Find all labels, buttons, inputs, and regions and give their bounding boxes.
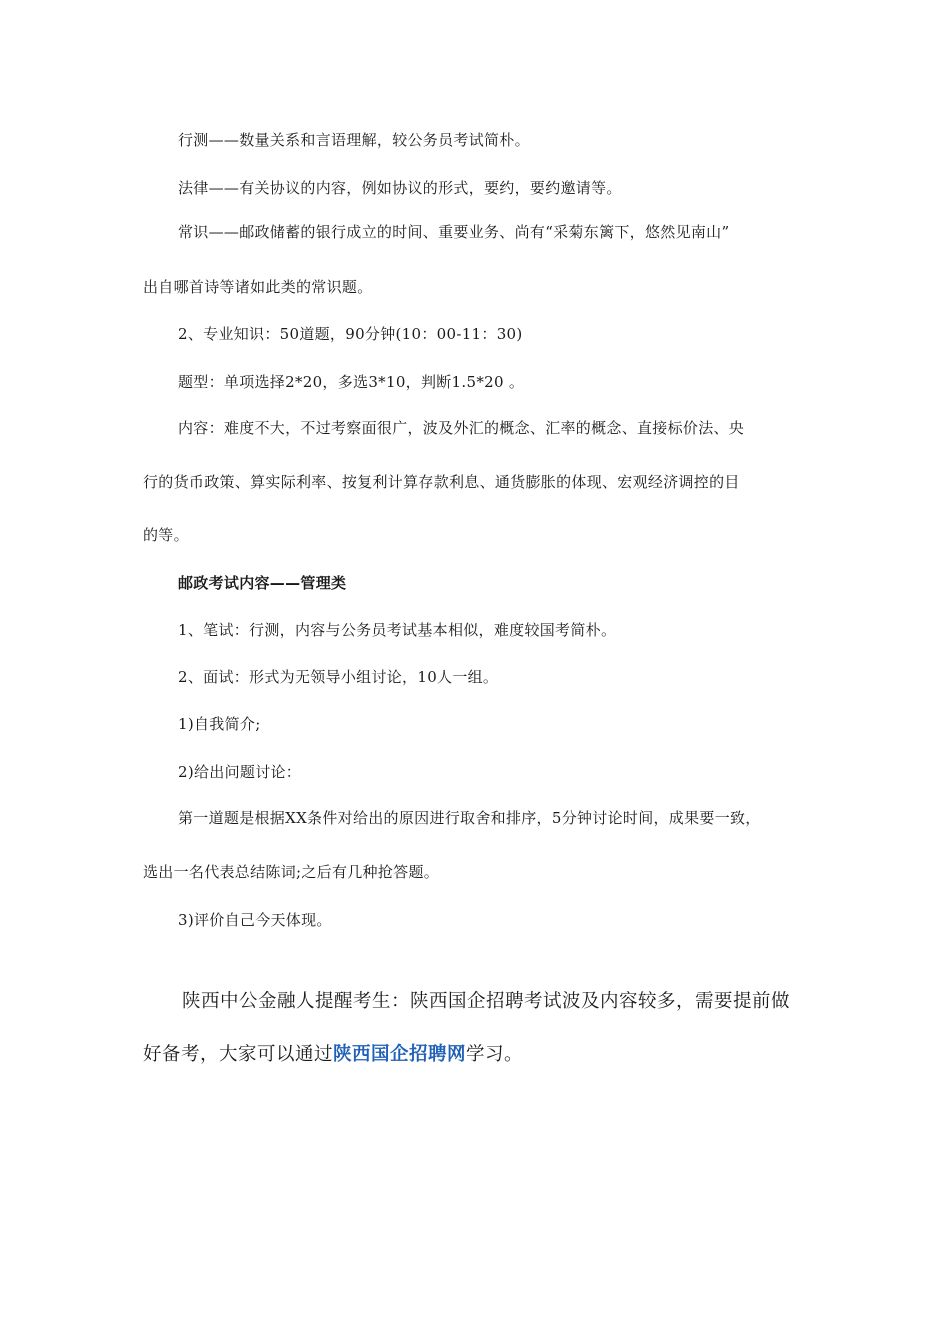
paragraph-line: 选出一名代表总结陈词;之后有几种抢答题。 — [143, 863, 440, 881]
paragraph-line: 行的货币政策、算实际利率、按复利计算存款利息、通货膨胀的体现、宏观经济调控的目 — [143, 473, 740, 491]
reminder-line — [143, 1043, 523, 1067]
reminder-text: 好备考，大家可以通过 — [143, 1044, 334, 1065]
paragraph-line: 的等。 — [143, 526, 189, 544]
paragraph-line: 法律——有关协议的内容，例如协议的形式，要约，要约邀请等。 — [178, 179, 622, 197]
paragraph-line: 2)给出问题讨论： — [178, 763, 302, 781]
paragraph-line: 1、笔试：行测，内容与公务员考试基本相似，难度较国考简朴。 — [178, 621, 617, 639]
paragraph-line: 2、专业知识：50道题，90分钟(10：00-11：30) — [178, 325, 523, 343]
paragraph-line: 题型：单项选择2*20，多选3*10，判断1.5*20 。 — [178, 373, 525, 391]
section-heading: 邮政考试内容——管理类 — [178, 574, 347, 592]
paragraph-line: 3)评价自己今天体现。 — [178, 911, 332, 929]
paragraph-line: 出自哪首诗等诸如此类的常识题。 — [143, 278, 373, 296]
paragraph-line: 2、面试：形式为无领导小组讨论，10人一组。 — [178, 668, 499, 686]
paragraph-line: 内容：难度不大，不过考察面很广，波及外汇的概念、汇率的概念、直接标价法、央 — [178, 419, 745, 437]
shaanxi-soe-recruitment-link[interactable]: 陕西国企招聘网 — [333, 1044, 467, 1065]
reminder-text: 学习。 — [466, 1044, 524, 1065]
paragraph-line: 行测——数量关系和言语理解，较公务员考试简朴。 — [178, 131, 530, 149]
paragraph-line: 常识——邮政储蓄的银行成立的时间、重要业务、尚有“采菊东篱下，悠然见南山” — [178, 223, 730, 241]
paragraph-line: 第一道题是根据XX条件对给出的原因进行取舍和排序，5分钟讨论时间，成果要一致， — [178, 809, 761, 827]
paragraph-line: 1)自我简介; — [178, 715, 261, 733]
reminder-line: 陕西中公金融人提醒考生：陕西国企招聘考试波及内容较多，需要提前做 — [182, 991, 791, 1012]
